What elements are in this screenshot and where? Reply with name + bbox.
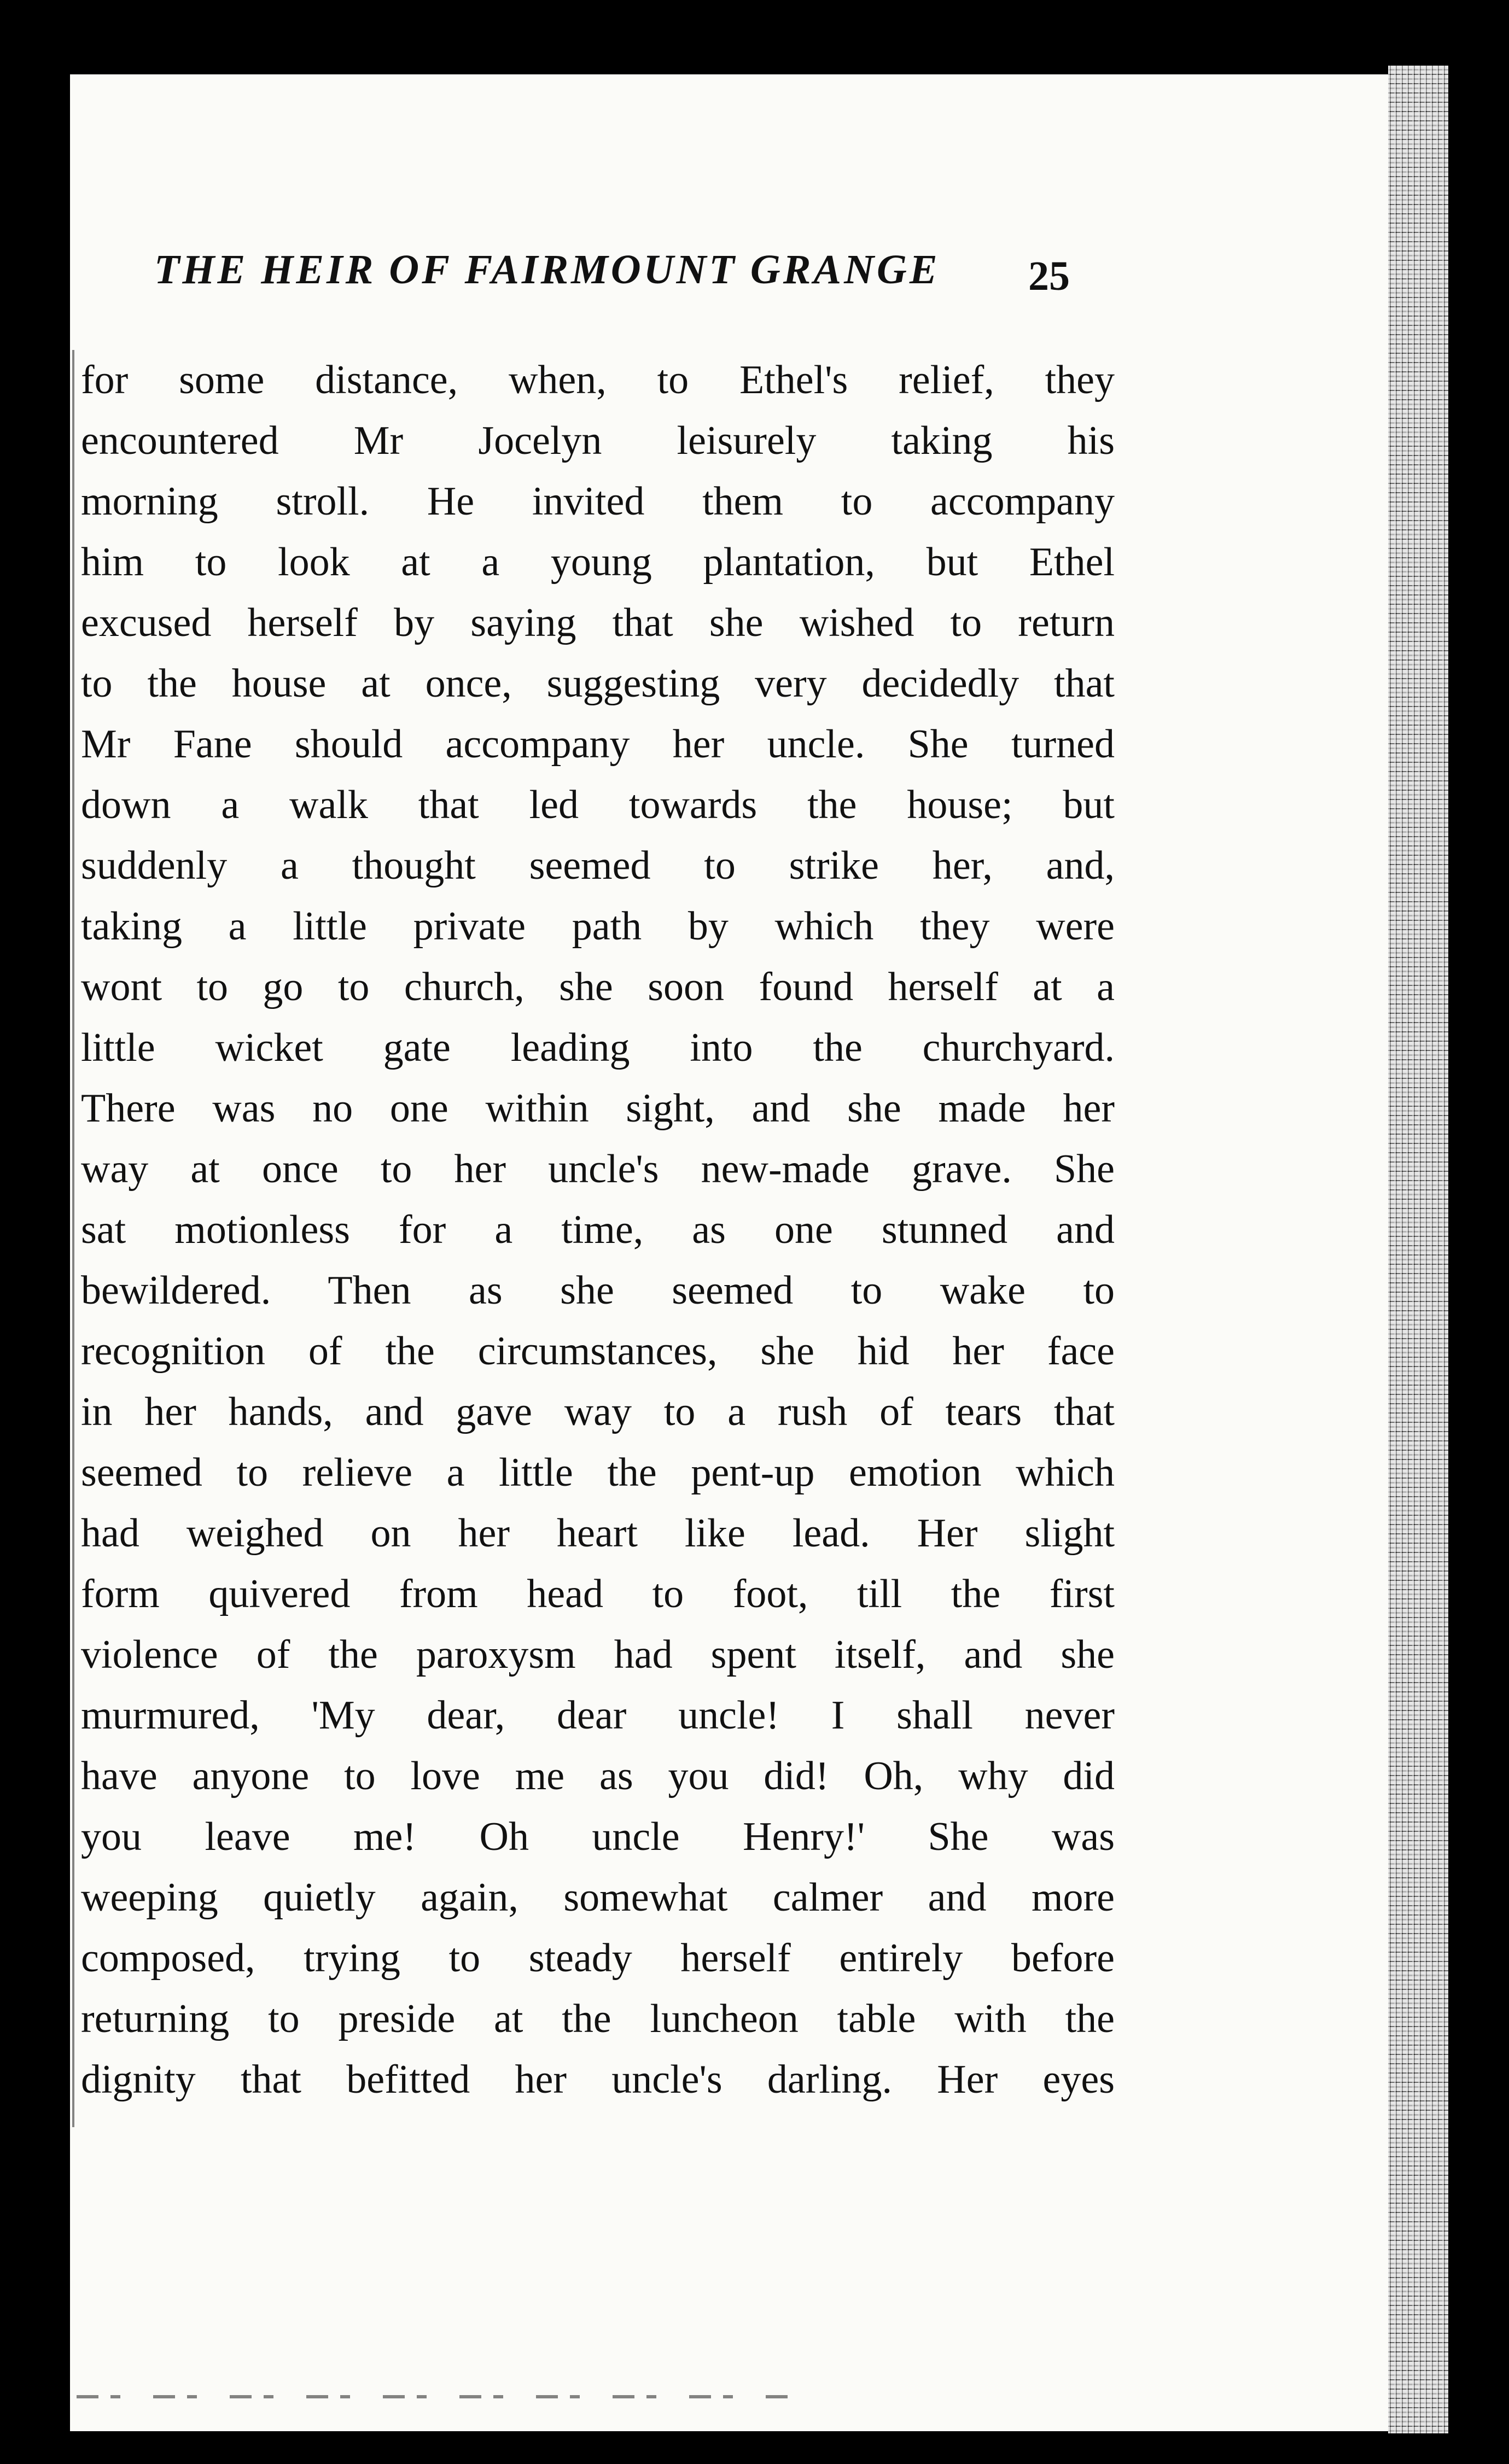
text-line: suddenly a thought seemed to strike her, and, (81, 843, 1115, 888)
body-text (81, 350, 1115, 2110)
text-line: returning to preside at the luncheon table with the (81, 1996, 1115, 2041)
text-line: Mr Fane should accompany her uncle. She turned (81, 722, 1115, 767)
text-line: There was no one within sight, and she made her (81, 1086, 1115, 1131)
text-line: composed, trying to steady herself entirely before (81, 1936, 1115, 1981)
page-edge-shadow (1388, 66, 1448, 2433)
text-line: weeping quietly again, somewhat calmer and more (81, 1875, 1115, 1920)
text-line: recognition of the circumstances, she hid her face (81, 1329, 1115, 1374)
text-line: bewildered. Then as she seemed to wake to (81, 1268, 1115, 1313)
text-line: encountered Mr Jocelyn leisurely taking his (81, 418, 1115, 463)
text-line: wont to go to church, she soon found herself at a (81, 965, 1115, 1009)
text-line: taking a little private path by which they were (81, 904, 1115, 949)
text-line: in her hands, and gave way to a rush of tears that (81, 1389, 1115, 1434)
text-line: seemed to relieve a little the pent-up emotion which (81, 1450, 1115, 1495)
text-line: to the house at once, suggesting very decidedly that (81, 661, 1115, 706)
text-line: excused herself by saying that she wished to return (81, 600, 1115, 645)
text-line: little wicket gate leading into the churchyard. (81, 1025, 1115, 1070)
text-line: him to look at a young plantation, but Ethel (81, 540, 1115, 585)
text-line: way at once to her uncle's new-made grave. She (81, 1147, 1115, 1192)
page-number: 25 (1028, 253, 1070, 299)
text-line: morning stroll. He invited them to accompany (81, 479, 1115, 524)
text-line: murmured, 'My dear, dear uncle! I shall never (81, 1693, 1115, 1738)
text-line: form quivered from head to foot, till the first (81, 1572, 1115, 1616)
text-line: you leave me! Oh uncle Henry!' She was (81, 1814, 1115, 1859)
running-head: THE HEIR OF FAIRMOUNT GRANGE (154, 247, 940, 293)
gutter-line (72, 350, 74, 2127)
scan-artifact-marks (77, 2395, 788, 2398)
text-line: have anyone to love me as you did! Oh, why did (81, 1754, 1115, 1799)
text-line: violence of the paroxysm had spent itself, and she (81, 1632, 1115, 1677)
text-line: dignity that befitted her uncle's darling. Her eyes (81, 2057, 1115, 2102)
text-line: had weighed on her heart like lead. Her slight (81, 1511, 1115, 1556)
text-line: sat motionless for a time, as one stunned and (81, 1207, 1115, 1252)
text-line: down a walk that led towards the house; but (81, 783, 1115, 827)
text-line: for some distance, when, to Ethel's relief, they (81, 358, 1115, 402)
